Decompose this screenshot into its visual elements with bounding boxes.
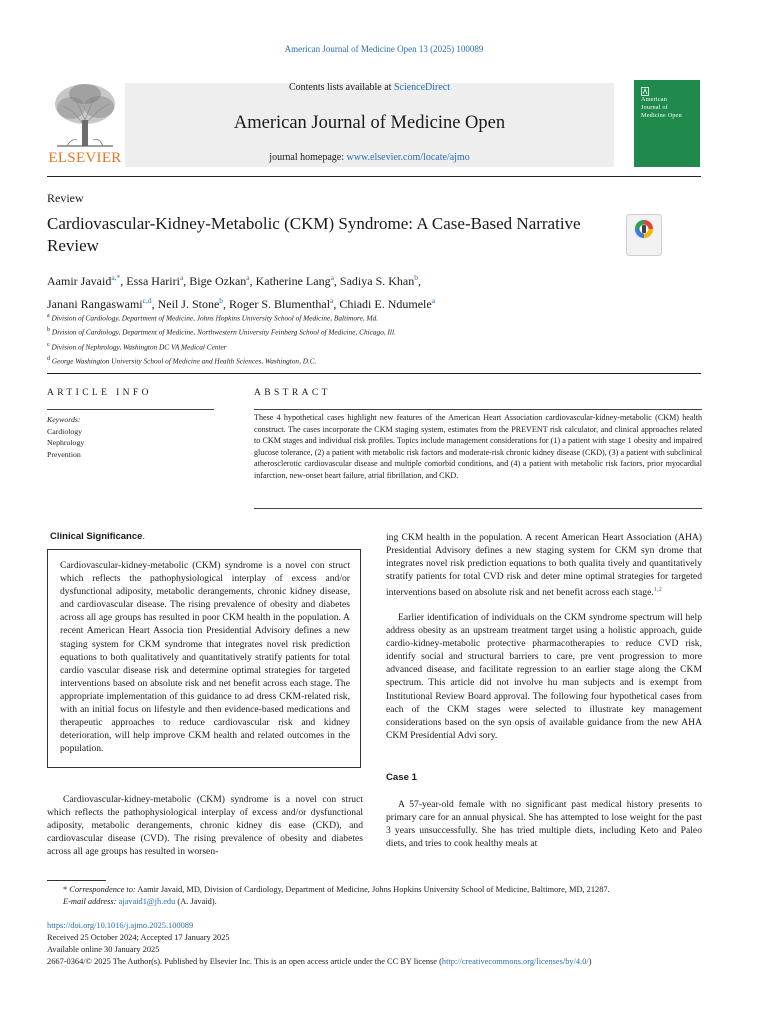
case-heading: Case 1 [386,772,417,783]
correspondence-asterisk: * [63,885,68,894]
article-type: Review [47,191,84,205]
author-affiliation-mark[interactable]: c,d [142,296,152,305]
affiliation-item [47,310,697,324]
check-for-updates-icon [626,214,662,256]
affiliation-mark: c [47,341,50,348]
homepage-line [125,152,614,163]
correspondence-line [47,884,707,896]
email-line [47,896,707,908]
clinical-significance-text: Cardiovascular-kidney-metabolic (CKM) syndrome is a novel con struct which reflects the pathophysiological interplay of excess and/or dysfunctional adiposity, metabolic derangements, chronic kidney disease, and cardiovascular disease. The rising prevalence of obesity and diabetes across all age groups has resulted in poor CKM health in the population. A recent American Heart Associa tion Presidential Advisory defines a new staging system for CKM syndrome that integrates novel risk prediction equations to both qualitatively and quantitatively stratify patients for total cardio vascular disease risk and determine optimal strategies for targeted interventions based on absolute risk and net benefit across each stage. The appropriate implementation of this guidance to ad dress CKM-related risk, with an initial focus on lifestyle and then evidence-based medications and therapeutic approaches to reduce cardiovascular risk and kidney deterioration, will help improve CKM health and related outcomes in the population. [60,560,350,755]
cover-title [641,96,699,119]
check-for-updates-badge[interactable] [626,214,662,256]
keyword-item: Nephrology [47,438,85,447]
email-link[interactable]: ajavaid1@jh.edu [118,897,176,906]
author-name[interactable]: Janani Rangaswami [47,297,143,311]
author-affiliation-mark[interactable]: b [219,296,224,305]
received-dates: Received 25 October 2024; Accepted 17 January 2025 [47,933,230,942]
cover-emblem-icon [641,83,649,92]
license-link[interactable]: http://creativecommons.org/licenses/by/4.0/ [441,957,589,966]
case-paragraph [386,798,702,850]
email-label: E-mail address: [63,897,117,906]
abstract-bottom-rule [254,508,702,509]
cover-title-line: Medicine Open [641,111,682,119]
author-affiliation-mark[interactable]: a,* [111,273,121,282]
right-paragraph-1-text: ing CKM health in the population. A recent American Heart Association (AHA) Presidential Advisory defines a new staging system for CKM syn drome that integrates novel risk prediction equations to both qualita tively and quantitatively stratify patients for total CVD risk and deter mine optimal strategies for targeted interventions based on absolute risk and net benefit across each stage. [386,532,702,599]
license-text: 2667-0364/© 2025 The Author(s). Published by Elsevier Inc. This is an open access article under the CC BY license ( [47,957,442,966]
cover-title-line: American [641,96,667,103]
affiliation-text: Division of Nephrology, Washington DC VA Medical Center [51,342,227,352]
available-online: Available online 30 January 2025 [47,945,160,954]
affiliation-item [47,353,697,367]
author-affiliation-mark[interactable]: a [179,273,184,282]
abstract-text: These 4 hypothetical cases highlight new features of the American Heart Association cardiovascular-kidney-metabolic (CKM) health construct. The cases incorporate the CKM staging system, estimates from the PREVENT risk calculator, and clinical approaches related to CKM stages and individual risk profiles. Topics include management considerations for (1) a patient with stage 1 obesity and impaired glucose tolerance, (2) a patient with metabolic risk factors and moderate-risk chronic kidney disease (CKD), (3) a patient with subclinical atherosclerotic cardiovascular disease and multiple comorbid conditions, and (4) a patient with metabolic risk factors, prior myocardial infarction, new-onset heart failure, atrial fibrillation, and CKD. [254,413,702,480]
intro-paragraph [47,793,363,858]
header-divider [47,176,701,177]
contents-prefix: Contents lists available at [288,82,394,93]
intro-paragraph-text: Cardiovascular-kidney-metabolic (CKM) syndrome is a novel con struct which reflects the pathophysiological interplay of excess and/or dysfunctional adiposity, metabolic derangements, chronic kidney dis ease (CKD), and cardiovascular disease (CVD). The rising prevalence of obesity and diabetes across all age groups has resulted in worsen- [47,794,363,858]
keywords-label: Keywords: [47,415,81,424]
affiliation-mark: d [47,356,50,363]
doi-link[interactable]: https://doi.org/10.1016/j.ajmo.2025.100089 [47,921,194,930]
correspondence-footnote [47,884,707,908]
footnote-rule [47,880,106,881]
keywords-block [47,414,217,460]
journal-reference[interactable]: American Journal of Medicine Open 13 (2025) 100089 [284,44,484,54]
author-name[interactable]: Sadiya S. Khan [339,274,415,288]
author-list: Aamir Javaid$^{a,*}$, Essa Hariri$^a$, Bige Ozkan$^a$, Katherine Lang$^a$, Sadiya S. Khan$^b$, Janani Rangaswami$^{c,d}$, Neil J. Stone$^b$, Roger S. Blumenthal$^a$, Chiadi E. Ndumele$^a$ [47,273,436,311]
article-title: Cardiovascular-Kidney-Metabolic (CKM) Syndrome: A Case-Based Narrative Review [47,214,581,255]
clinical-significance-period: . [142,531,146,542]
article-info-heading: ARTICLE INFO [47,388,152,398]
license-suffix: ) [588,957,592,966]
license-line [47,956,707,968]
clinical-significance-heading [50,531,145,542]
author-name[interactable]: Bige Ozkan [189,274,247,288]
journal-title: American Journal of Medicine Open [233,113,506,133]
affiliations [47,310,697,368]
abstract-heading: ABSTRACT [254,388,331,398]
affiliation-text: Division of Cardiology, Department of Medicine, Johns Hopkins University School of Medicine, Baltimore, Md. [51,313,379,323]
publication-info [47,920,707,968]
author-name[interactable]: Aamir Javaid [47,274,112,288]
correspondence-text: Aamir Javaid, MD, Division of Cardiology, Department of Medicine, Johns Hopkins University School of Medicine, Baltimore, MD, 21287. [135,885,610,894]
homepage-prefix: journal homepage: [269,152,347,163]
author-affiliation-mark[interactable]: a [246,273,250,282]
author-name[interactable]: Neil J. Stone [157,297,220,311]
author-affiliation-mark[interactable]: b [414,273,418,282]
email-suffix: (A. Javaid). [175,897,217,906]
right-paragraph-2-text: Earlier identification of individuals on the CKM syndrome spectrum will help address obesity as an upstream treatment target using a holistic approach, guide cardio-kidney-metabolic protective pharmacotherapies to reduce CVD risk, identify social and structural barriers to care, pre vent progression to more advanced disease, and facilitate regression to an earlier stage along the CKM spectrum. This article did not involve hu man subjects and is exempt from Institutional Review Board approval. The following four hypothetical cases from each of the CKM stages were selected to illustrate key management considerations based on the syn opsis of available guidance from the new AHA CKM Presidential Advi sory. [386,612,702,741]
keyword-item: Cardiology [47,426,83,436]
abstract-rule [254,409,702,410]
affiliation-text: Division of Cardiology, Department of Medicine, Northwestern University Feinberg School of Medicine, Chicago, Ill. [51,327,396,337]
right-paragraph-2 [386,611,702,742]
sciencedirect-link[interactable]: ScienceDirect [393,82,451,93]
affiliation-mark: b [47,327,50,334]
right-paragraph-1 [386,531,702,599]
author-name[interactable]: Chiadi E. Ndumele [339,297,432,311]
author-name[interactable]: Essa Hariri [126,274,180,288]
affiliation-text: George Washington University School of Medicine and Health Sciences, Washington, D.C. [51,356,317,366]
author-name[interactable]: Katherine Lang [255,274,331,288]
contents-line [125,82,614,93]
elsevier-wordmark: ELSEVIER [48,150,122,166]
author-affiliation-mark[interactable]: a [330,273,334,282]
article-info-rule [47,409,214,410]
author-affiliation-mark[interactable]: a [431,296,436,305]
author-name[interactable]: Roger S. Blumenthal [229,297,331,311]
author-affiliation-mark[interactable]: a [330,296,334,305]
affiliation-item [47,324,697,338]
keyword-item: Prevention [47,449,81,459]
correspondence-label: Correspondence to: [69,885,136,894]
homepage-link[interactable]: www.elsevier.com/locate/ajmo [346,152,470,163]
case-paragraph-text: A 57-year-old female with no significant past medical history presents to primary care for an annual physical. She has attempted to lose weight for the past 3 years unsuccessfully. She has tried multiple diets, including Keto and Paleo diets, and tries to cook healthy meals at [386,799,702,850]
cover-title-line: Journal of [641,103,668,111]
affiliation-item [47,339,697,353]
clinical-significance-title: Clinical Significance [50,531,143,542]
article-info-divider [47,373,701,374]
reference-link[interactable]: 1,2 [653,586,662,594]
affiliation-mark: a [47,313,50,319]
